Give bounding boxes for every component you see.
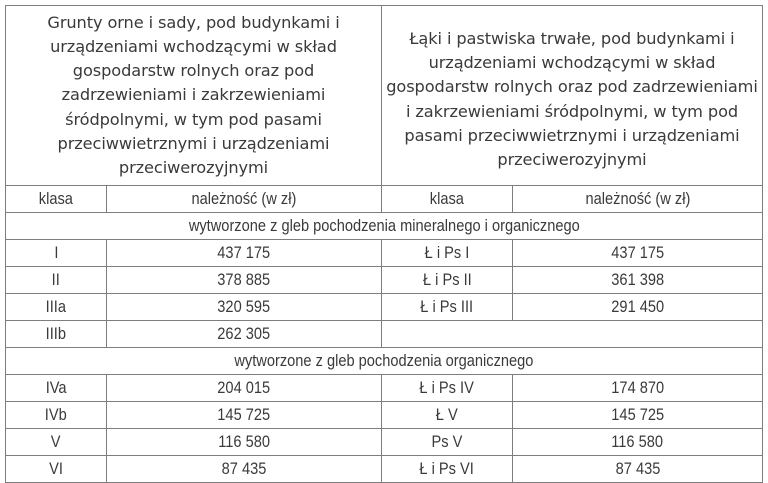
right-fee: 291 450 (513, 294, 763, 321)
table-row (6, 375, 763, 402)
right-class: Ł V (382, 402, 513, 429)
fee-table (5, 5, 763, 483)
right-class: Ł i Ps I (382, 240, 513, 267)
arable-land-header: Grunty orne i sady, pod budynkami i urządzeniami wchodzącymi w skład gospodarstw rolnych oraz pod zadrzewieniami i zakrzewieniami śródpolnymi, w tym pod pasami przeciwwietrznymi i urządzeniami przeciwerozyjnymi (6, 6, 382, 186)
left-class: IIIa (6, 294, 107, 321)
right-class-header: klasa (382, 186, 513, 213)
section-row-mineral (6, 213, 763, 240)
left-fee: 378 885 (107, 267, 382, 294)
table-row (6, 240, 763, 267)
left-class: IVa (6, 375, 107, 402)
left-fee: 204 015 (107, 375, 382, 402)
left-class: VI (6, 456, 107, 483)
table-row (6, 267, 763, 294)
left-fee: 437 175 (107, 240, 382, 267)
left-class: V (6, 429, 107, 456)
left-fee: 116 580 (107, 429, 382, 456)
left-class: II (6, 267, 107, 294)
right-class: Ł i Ps IV (382, 375, 513, 402)
left-class-header: klasa (6, 186, 107, 213)
right-class: Ł i Ps II (382, 267, 513, 294)
right-fee: 361 398 (513, 267, 763, 294)
right-fee-header: należność (w zł) (513, 186, 763, 213)
section-row-organic (6, 348, 763, 375)
right-class: Ps V (382, 429, 513, 456)
left-fee: 320 595 (107, 294, 382, 321)
table-row (6, 402, 763, 429)
left-fee-header: należność (w zł) (107, 186, 382, 213)
section-title: wytworzone z gleb pochodzenia organicznego (6, 348, 763, 375)
table-row (6, 321, 763, 348)
left-class: IVb (6, 402, 107, 429)
right-fee: 145 725 (513, 402, 763, 429)
right-fee: 174 870 (513, 375, 763, 402)
right-fee: 437 175 (513, 240, 763, 267)
left-fee: 145 725 (107, 402, 382, 429)
section-title: wytworzone z gleb pochodzenia mineralnego i organicznego (6, 213, 763, 240)
left-class: IIIb (6, 321, 107, 348)
table-row (6, 429, 763, 456)
column-header-row (6, 186, 763, 213)
left-class: I (6, 240, 107, 267)
left-fee: 87 435 (107, 456, 382, 483)
right-fee: 87 435 (513, 456, 763, 483)
grassland-header: Łąki i pastwiska trwałe, pod budynkami i urządzeniami wchodzącymi w skład gospodarstw rolnych oraz pod zadrzewieniami i zakrzewieniami śródpolnymi, w tym pod pasami przeciwwietrznymi i urządzeniami przeciwerozyjnymi (382, 6, 763, 186)
category-header-row (6, 6, 763, 186)
right-class: Ł i Ps III (382, 294, 513, 321)
empty-cell (382, 321, 763, 348)
right-fee: 116 580 (513, 429, 763, 456)
right-class: Ł i Ps VI (382, 456, 513, 483)
table-row (6, 456, 763, 483)
left-fee: 262 305 (107, 321, 382, 348)
table-row (6, 294, 763, 321)
